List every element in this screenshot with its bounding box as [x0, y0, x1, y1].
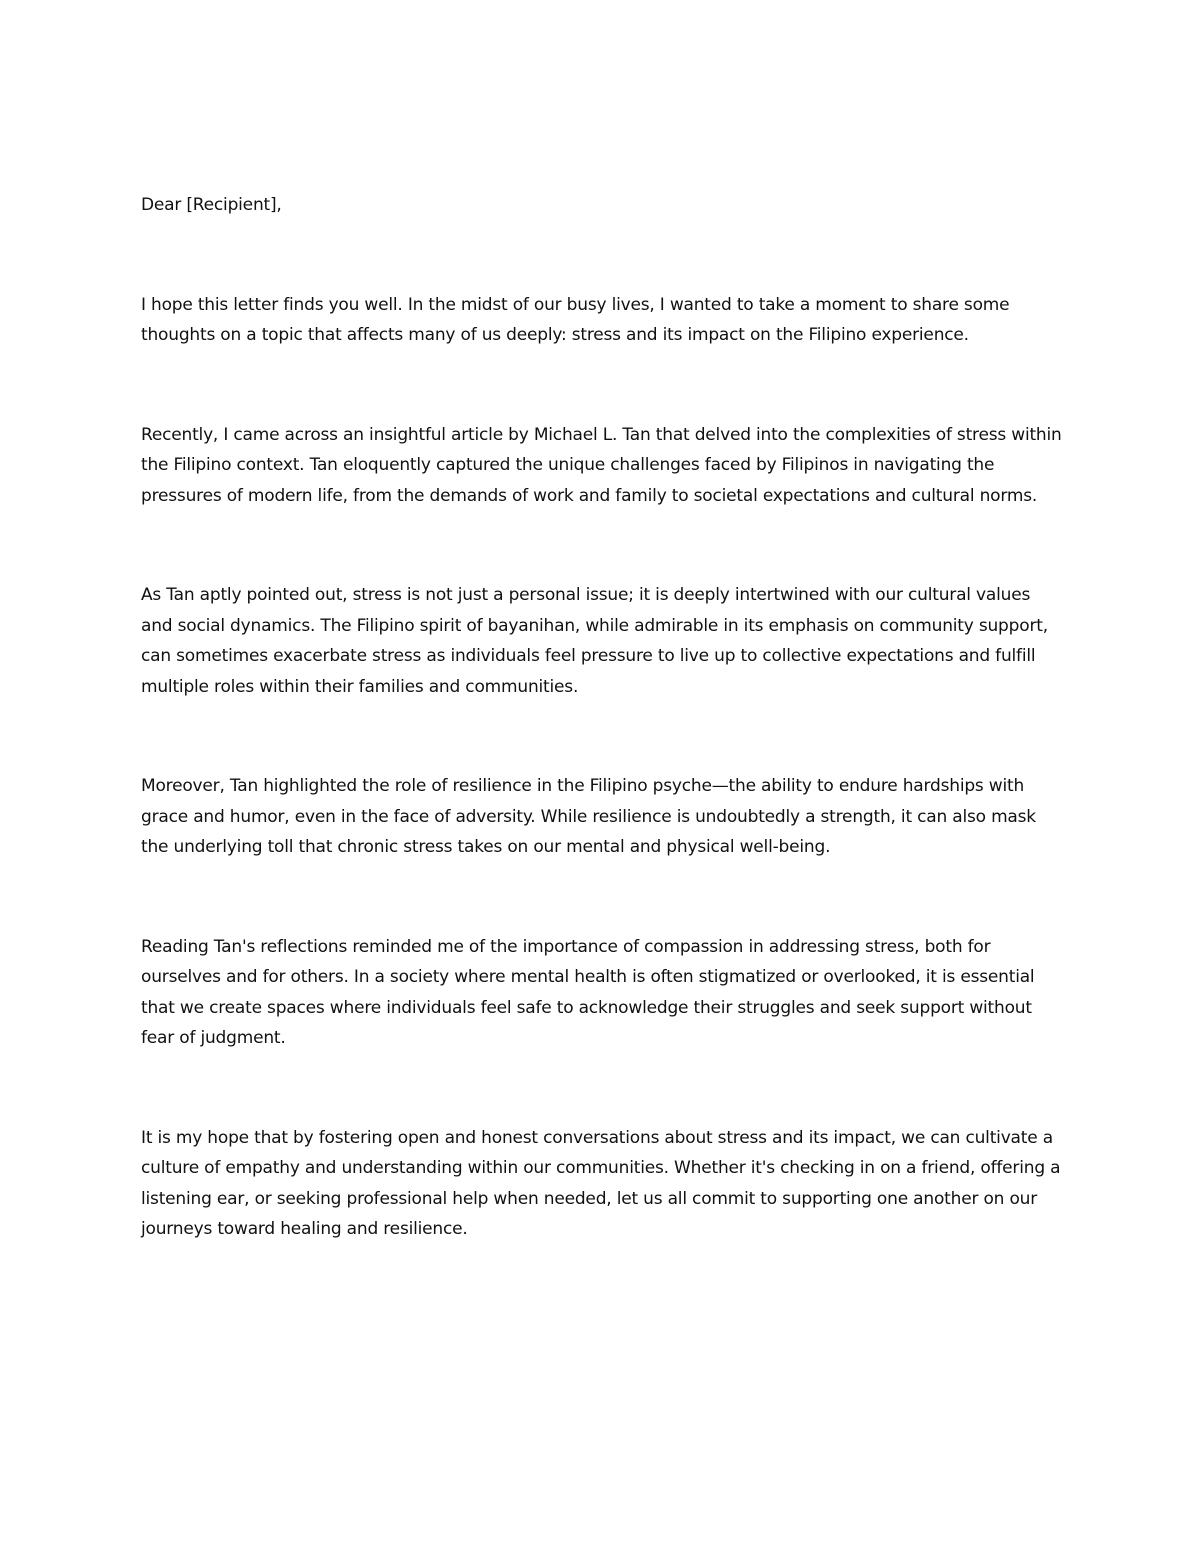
- paragraph-closing: It is my hope that by fostering open and honest conversations about stress and its impact, we can cultivate a culture of empathy and understanding within our communities. Whether it's checking in on a friend, offering a listening ear, or seeking professional help when needed, let us all commit to supporting one another on our journeys toward healing and resilience.: [141, 1127, 1061, 1239]
- paragraph-compassion: Reading Tan's reflections reminded me of the importance of compassion in addressing stress, both for ourselves and for others. In a society where mental health is often stigmatized or overlooked, it is essential that we create spaces where individuals feel safe to acknowledge their struggles and seek support without fear of judgment.: [141, 936, 1035, 1048]
- paragraph-resilience: Moreover, Tan highlighted the role of resilience in the Filipino psyche—the ability to endure hardships with grace and humor, even in the face of adversity. While resilience is undoubtedly a strength, it can also mask the underlying toll that chronic stress takes on our mental and physical well-being.: [141, 776, 1036, 857]
- paragraph-culture: As Tan aptly pointed out, stress is not just a personal issue; it is deeply intertwined with our cultural values and social dynamics. The Filipino spirit of bayanihan, while admirable in its emphasis on community support, can sometimes exacerbate stress as individuals feel pressure to live up to collective expectations and fulfill multiple roles within their families and communities.: [141, 585, 1048, 697]
- paragraph-intro: I hope this letter finds you well. In the midst of our busy lives, I wanted to take a moment to share some thoughts on a topic that affects many of us deeply: stress and its impact on the Filipino experience.: [141, 294, 1010, 345]
- paragraph-article: Recently, I came across an insightful article by Michael L. Tan that delved into the complexities of stress within the Filipino context. Tan eloquently captured the unique challenges faced by Filipinos in navigating the pressures of modern life, from the demands of work and family to societal expectations and cultural norms.: [141, 424, 1062, 506]
- salutation: Dear [Recipient],: [141, 195, 282, 215]
- letter-body: [141, 190, 1066, 1245]
